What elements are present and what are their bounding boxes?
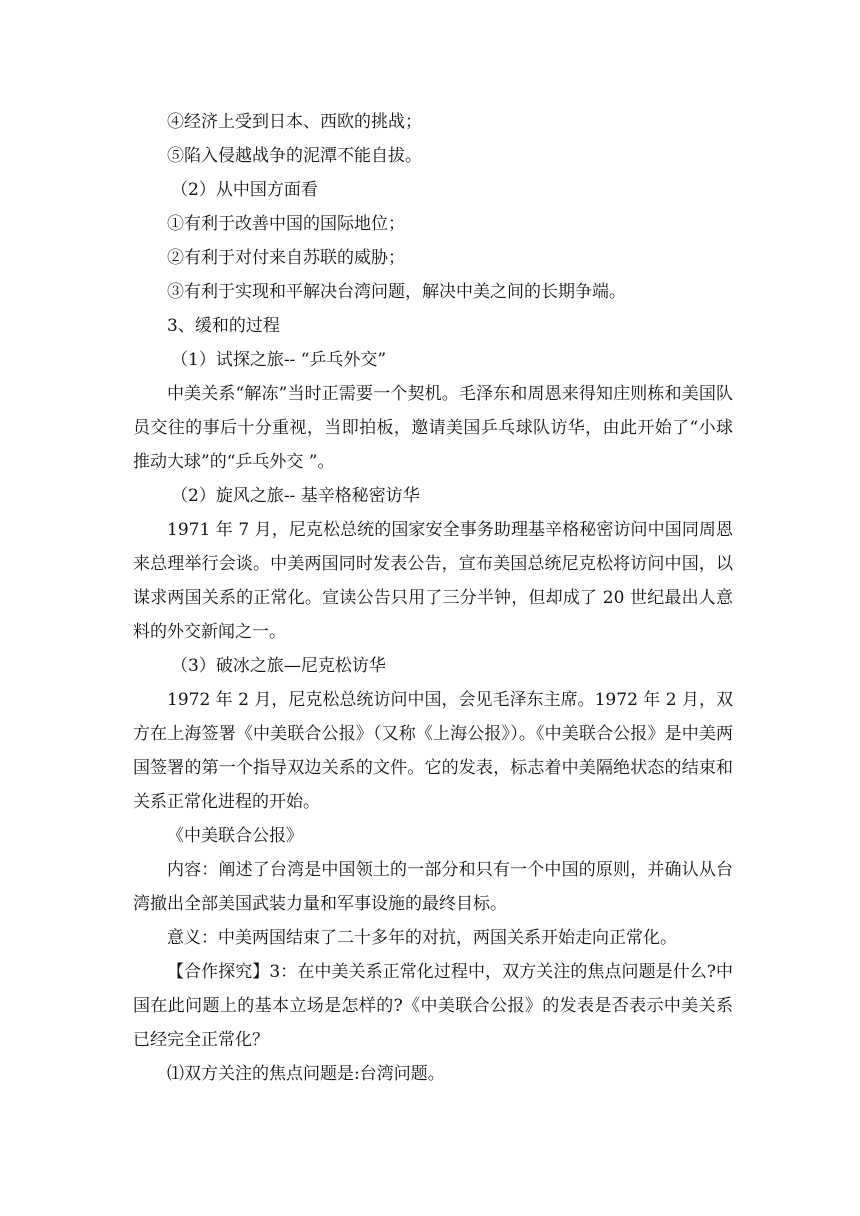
document-body	[133, 105, 733, 1091]
text-line: ⑴双方关注的焦点问题是:台湾问题。	[167, 1064, 445, 1084]
paragraph: 内容：阐述了台湾是中国领土的一部分和只有一个中国的原则，并确认从台湾撤出全部美国武装力量和军事设施的最终目标。	[133, 860, 733, 914]
text-line: ⑤陷入侵越战争的泥潭不能自拔。	[167, 146, 422, 166]
text-line: 《中美联合公报》	[167, 826, 303, 846]
text-line: ①有利于改善中国的国际地位；	[167, 214, 405, 234]
paragraph: 【合作探究】3：在中美关系正常化过程中，双方关注的焦点问题是什么?中国在此问题上的基本立场是怎样的?《中美联合公报》的发表是否表示中美关系已经完全正常化？	[133, 962, 733, 1050]
paragraph: 1971 年 7 月，尼克松总统的国家安全事务助理基辛格秘密访问中国同周恩来总理举行会谈。中美两国同时发表公告，宣布美国总统尼克松将访问中国，以谋求两国关系的正常化。宣读公告只用了三分半钟，但却成了 20 世纪最出人意料的外交新闻之一。	[133, 520, 733, 642]
section-heading: 3、缓和的过程	[167, 316, 280, 336]
subsection-heading: （3）破冰之旅—尼克松访华	[171, 656, 386, 676]
paragraph: 中美关系“解冻”当时正需要一个契机。毛泽东和周恩来得知庄则栋和美国队员交往的事后十分重视，当即拍板，邀请美国乒乓球队访华，由此开始了“小球推动大球”的“乒乓外交 ”。	[133, 384, 733, 472]
subsection-heading: （1）试探之旅-- “乒乓外交”	[171, 350, 387, 370]
paragraph: 意义：中美两国结束了二十多年的对抗，两国关系开始走向正常化。	[167, 928, 677, 948]
paragraph: 1972 年 2 月，尼克松总统访问中国，会见毛泽东主席。1972 年 2 月，双方在上海签署《中美联合公报》（又称《上海公报》）。《中美联合公报》是中美两国签署的第一个指导双边关系的文件。它的发表，标志着中美隔绝状态的结束和关系正常化进程的开始。	[133, 690, 733, 812]
section-heading: （2）从中国方面看	[171, 180, 318, 200]
text-line: ④经济上受到日本、西欧的挑战；	[167, 112, 422, 132]
text-line: ③有利于实现和平解决台湾问题，解决中美之间的长期争端。	[167, 282, 626, 302]
text-line: ②有利于对付来自苏联的威胁；	[167, 248, 405, 268]
subsection-heading: （2）旋风之旅-- 基辛格秘密访华	[171, 486, 420, 506]
